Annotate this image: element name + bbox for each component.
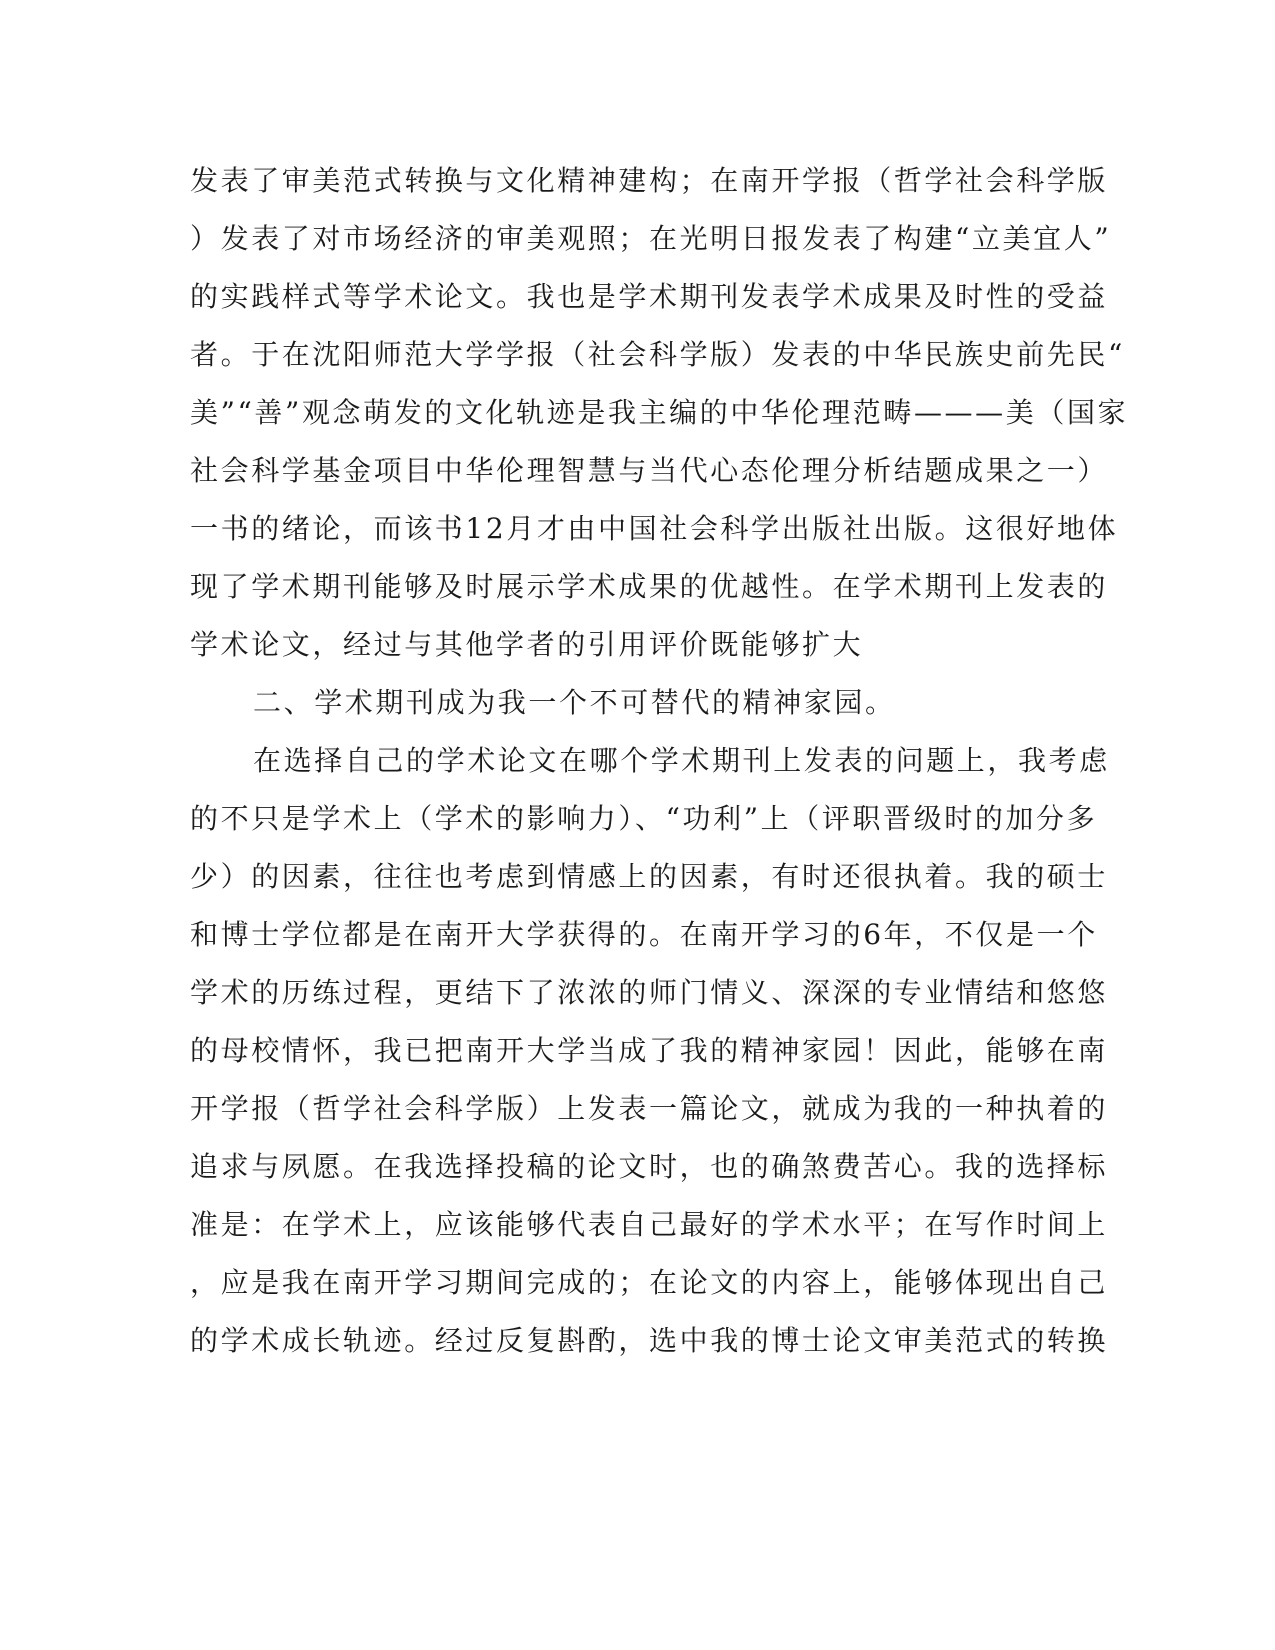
paragraph-line: 的实践样式等学术论文。我也是学术期刊发表学术成果及时性的受益 [190,280,1109,313]
paragraph-line: ）发表了对市场经济的审美观照；在光明日报发表了构建“立美宜人” [190,222,1112,255]
paragraph-line: ，应是我在南开学习期间完成的；在论文的内容上，能够体现出自己 [190,1266,1109,1299]
paragraph-line: 的不只是学术上（学术的影响力）、“功利”上（评职晋级时的加分多 [190,802,1098,835]
paragraph-line: 准是：在学术上，应该能够代表自己最好的学术水平；在写作时间上 [190,1208,1109,1241]
paragraph-line: 学术的历练过程，更结下了浓浓的师门情义、深深的专业情结和悠悠 [190,976,1109,1009]
paragraph-line: 追求与夙愿。在我选择投稿的论文时，也的确煞费苦心。我的选择标 [190,1150,1109,1183]
paragraph-line: 在选择自己的学术论文在哪个学术期刊上发表的问题上，我考虑 [253,744,1110,777]
paragraph-line: 发表了审美范式转换与文化精神建构；在南开学报（哲学社会科学版 [190,164,1109,197]
paragraph-line: 少）的因素，往往也考虑到情感上的因素，有时还很执着。我的硕士 [190,860,1109,893]
paragraph-line: 学术论文，经过与其他学者的引用评价既能够扩大 [190,628,864,661]
paragraph-line: 社会科学基金项目中华伦理智慧与当代心态伦理分析结题成果之一） [190,454,1109,487]
paragraph-line: 和博士学位都是在南开大学获得的。在南开学习的6年，不仅是一个 [190,918,1098,951]
paragraph-line: 一书的绪论，而该书12月才由中国社会科学出版社出版。这很好地体 [190,512,1119,545]
paragraph-line: 开学报（哲学社会科学版）上发表一篇论文，就成为我的一种执着的 [190,1092,1109,1125]
paragraph-line: 者。于在沈阳师范大学学报（社会科学版）发表的中华民族史前先民“ [190,338,1125,371]
paragraph-line: 美”“善”观念萌发的文化轨迹是我主编的中华伦理范畴———美（国家 [190,396,1129,429]
section-heading: 二、学术期刊成为我一个不可替代的精神家园。 [253,686,896,719]
paragraph-line: 的学术成长轨迹。经过反复斟酌，选中我的博士论文审美范式的转换 [190,1324,1109,1357]
paragraph-line: 现了学术期刊能够及时展示学术成果的优越性。在学术期刊上发表的 [190,570,1109,603]
paragraph-line: 的母校情怀，我已把南开大学当成了我的精神家园！因此，能够在南 [190,1034,1109,1067]
